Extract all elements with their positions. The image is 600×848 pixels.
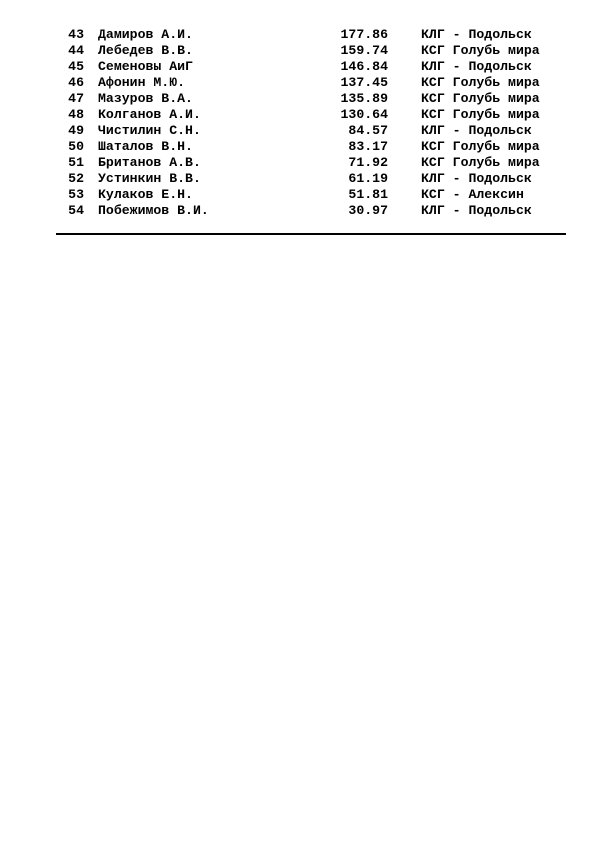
table-row [56,171,566,187]
table-row [56,187,566,203]
row-number: 49 [68,123,84,138]
table-row [56,27,566,43]
table-row [56,75,566,91]
participant-name: Дамиров А.И. [98,27,193,42]
table-row [56,203,566,219]
club-name: КСГ Голубь мира [421,155,540,170]
table-row [56,139,566,155]
score-value: 130.64 [340,107,388,122]
club-name: КСГ Голубь мира [421,139,540,154]
participant-name: Лебедев В.В. [98,43,193,58]
club-name: КЛГ - Подольск [421,27,532,42]
club-name: КЛГ - Подольск [421,203,532,218]
participant-name: Побежимов В.И. [98,203,209,218]
row-number: 48 [68,107,84,122]
participant-name: Британов А.В. [98,155,201,170]
table-row [56,123,566,139]
club-name: КСГ Голубь мира [421,107,540,122]
row-number: 50 [68,139,84,154]
table-bottom-rule [56,233,566,235]
score-value: 83.17 [348,139,388,154]
table-row [56,59,566,75]
participant-name: Чистилин С.Н. [98,123,201,138]
club-name: КСГ - Алексин [421,187,524,202]
table-row [56,155,566,171]
score-value: 146.84 [340,59,388,74]
club-name: КСГ Голубь мира [421,75,540,90]
score-value: 51.81 [348,187,388,202]
participant-name: Семеновы АиГ [98,59,193,74]
row-number: 45 [68,59,84,74]
row-number: 47 [68,91,84,106]
row-number: 43 [68,27,84,42]
table-row [56,43,566,59]
club-name: КСГ Голубь мира [421,43,540,58]
participant-name: Кулаков Е.Н. [98,187,193,202]
club-name: КЛГ - Подольск [421,123,532,138]
club-name: КСГ Голубь мира [421,91,540,106]
table-row [56,107,566,123]
score-value: 84.57 [348,123,388,138]
results-table [56,27,566,219]
participant-name: Устинкин В.В. [98,171,201,186]
row-number: 44 [68,43,84,58]
club-name: КЛГ - Подольск [421,59,532,74]
row-number: 53 [68,187,84,202]
row-number: 54 [68,203,84,218]
row-number: 52 [68,171,84,186]
score-value: 71.92 [348,155,388,170]
participant-name: Шаталов В.Н. [98,139,193,154]
score-value: 135.89 [340,91,388,106]
participant-name: Мазуров В.А. [98,91,193,106]
score-value: 30.97 [348,203,388,218]
score-value: 61.19 [348,171,388,186]
participant-name: Колганов А.И. [98,107,201,122]
table-row [56,91,566,107]
score-value: 137.45 [340,75,388,90]
row-number: 51 [68,155,84,170]
row-number: 46 [68,75,84,90]
club-name: КЛГ - Подольск [421,171,532,186]
score-value: 159.74 [340,43,388,58]
score-value: 177.86 [340,27,388,42]
participant-name: Афонин М.Ю. [98,75,186,90]
